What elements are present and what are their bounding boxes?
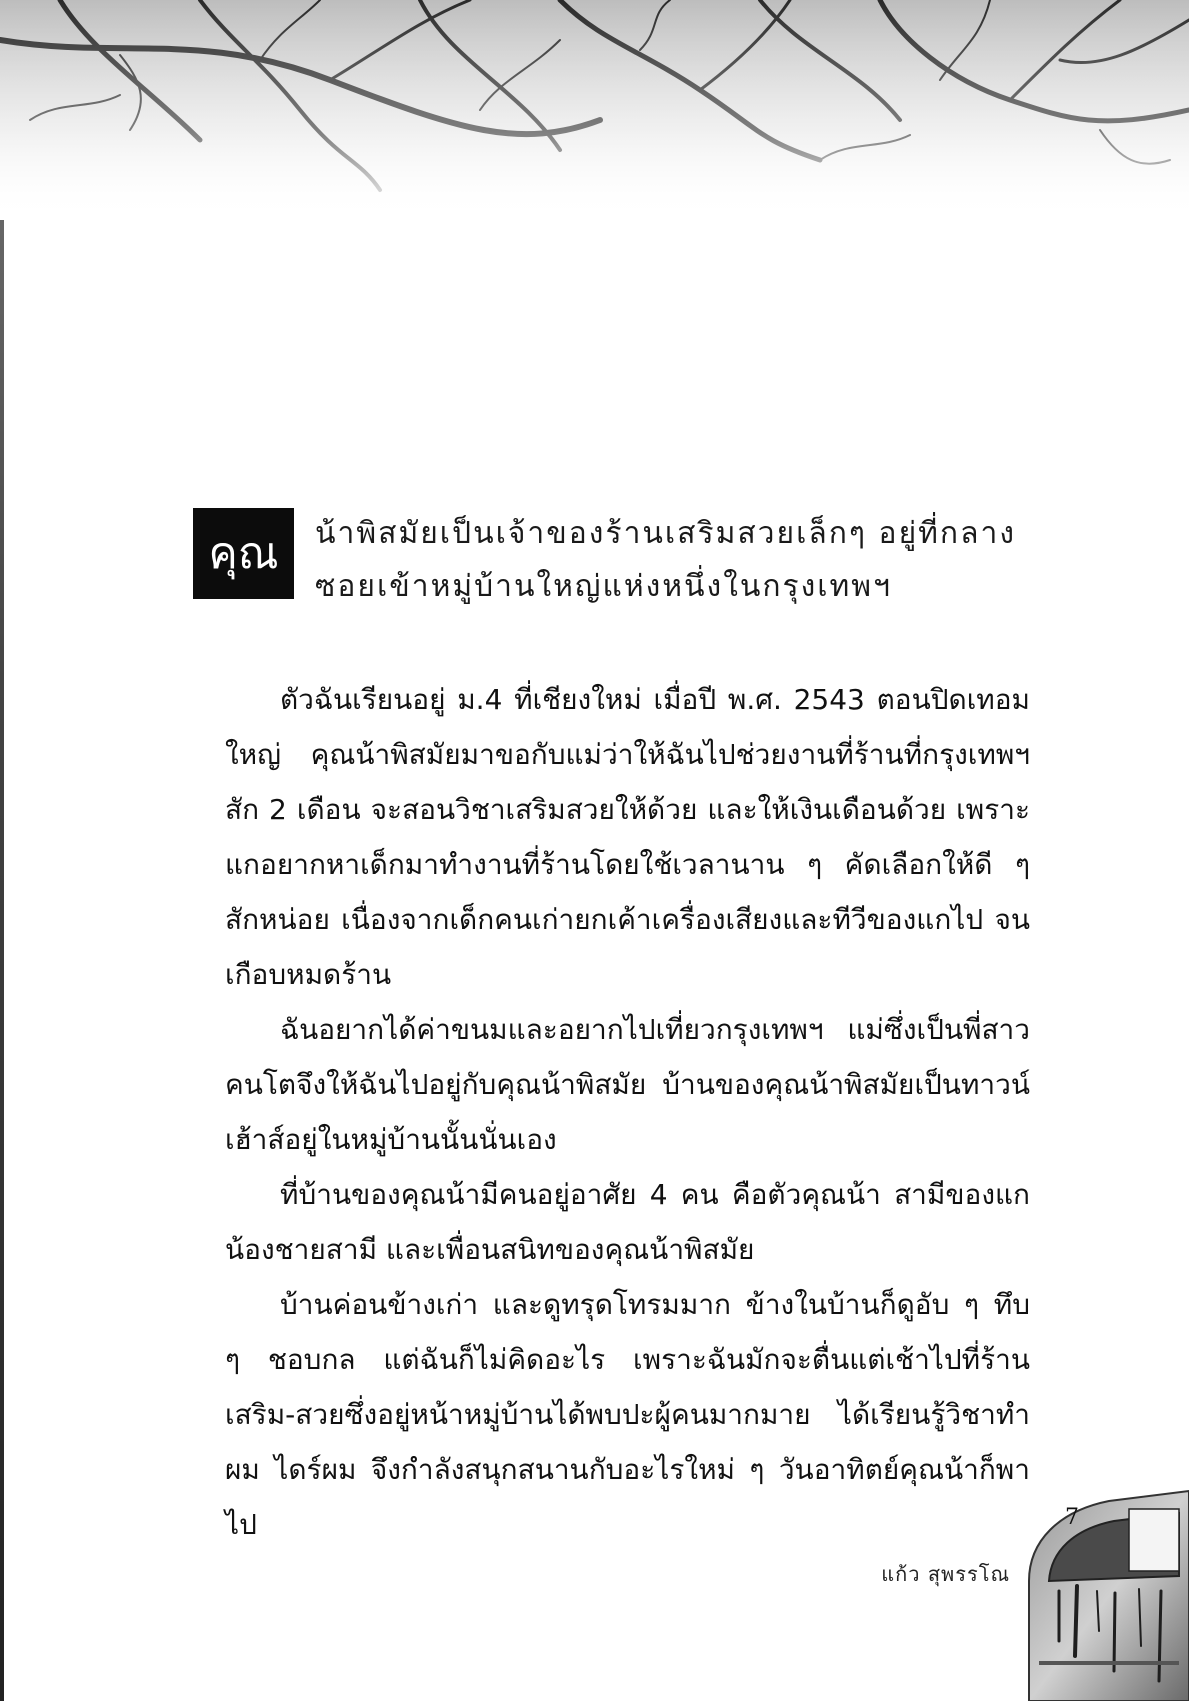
paragraph: ฉันอยากได้ค่าขนมและอยากไปเที่ยวกรุงเทพฯ แม่ซึ่งเป็นพี่สาวคนโตจึงให้ฉันไปอยู่กับคุณน้าพิสมัย บ้านของคุณน้าพิสมัยเป็นทาวน์เฮ้าส์อยู่ในหมู่บ้านนั้นนั่นเอง — [225, 1013, 1030, 1156]
old-car-door-icon — [1019, 1481, 1189, 1701]
paragraph: บ้านค่อนข้างเก่า และดูทรุดโทรมมาก ข้างในบ้านก็ดูอับ ๆ ทึบ ๆ ชอบกล แต่ฉันก็ไม่คิดอะไร เพราะฉันมักจะตื่นแต่เช้าไปที่ร้านเสริม-สวยซึ่งอยู่หน้าหมู่บ้านได้พบปะผู้คนมากมาย ได้เรียนรู้วิชาทำผม ไดร์ผม จึงกำลังสนุกสนานกับอะไรใหม่ ๆ วันอาทิตย์คุณน้าก็พาไป — [225, 1288, 1030, 1541]
page-number: 7 — [1065, 1505, 1079, 1530]
author-name: แก้ว สุพรรโณ — [881, 1562, 1010, 1586]
tree-branches-icon — [0, 0, 1189, 220]
chapter-drop-cap: คุณ — [193, 508, 294, 599]
page-edge-strip — [0, 0, 4, 1701]
chapter-intro-line-1: น้าพิสมัยเป็นเจ้าของร้านเสริมสวยเล็กๆ อยู่ที่กลาง — [315, 516, 1016, 551]
paragraph: ที่บ้านของคุณน้ามีคนอยู่อาศัย 4 คน คือตัวคุณน้า สามีของแกน้องชายสามี และเพื่อนสนิทของคุณน้าพิสมัย — [225, 1178, 1030, 1266]
body-text — [225, 672, 1030, 1552]
chapter-intro-line-2: ซอยเข้าหมู่บ้านใหญ่แห่งหนึ่งในกรุงเทพฯ — [315, 569, 892, 604]
paragraph: ตัวฉันเรียนอยู่ ม.4 ที่เชียงใหม่ เมื่อปี พ.ศ. 2543 ตอนปิดเทอมใหญ่ คุณน้าพิสมัยมาขอกับแม่ว่าให้ฉันไปช่วยงานที่ร้านที่กรุงเทพฯ สัก 2 เดือน จะสอนวิชาเสริมสวยให้ด้วย และให้เงินเดือนด้วย เพราะแกอยากหาเด็กมาทำงานที่ร้านโดยใช้เวลานาน ๆ คัดเลือกให้ดี ๆ สักหน่อย เนื่องจากเด็กคนเก่ายกเค้าเครื่องเสียงและทีวีของแกไป จนเกือบหมดร้าน — [225, 683, 1030, 991]
